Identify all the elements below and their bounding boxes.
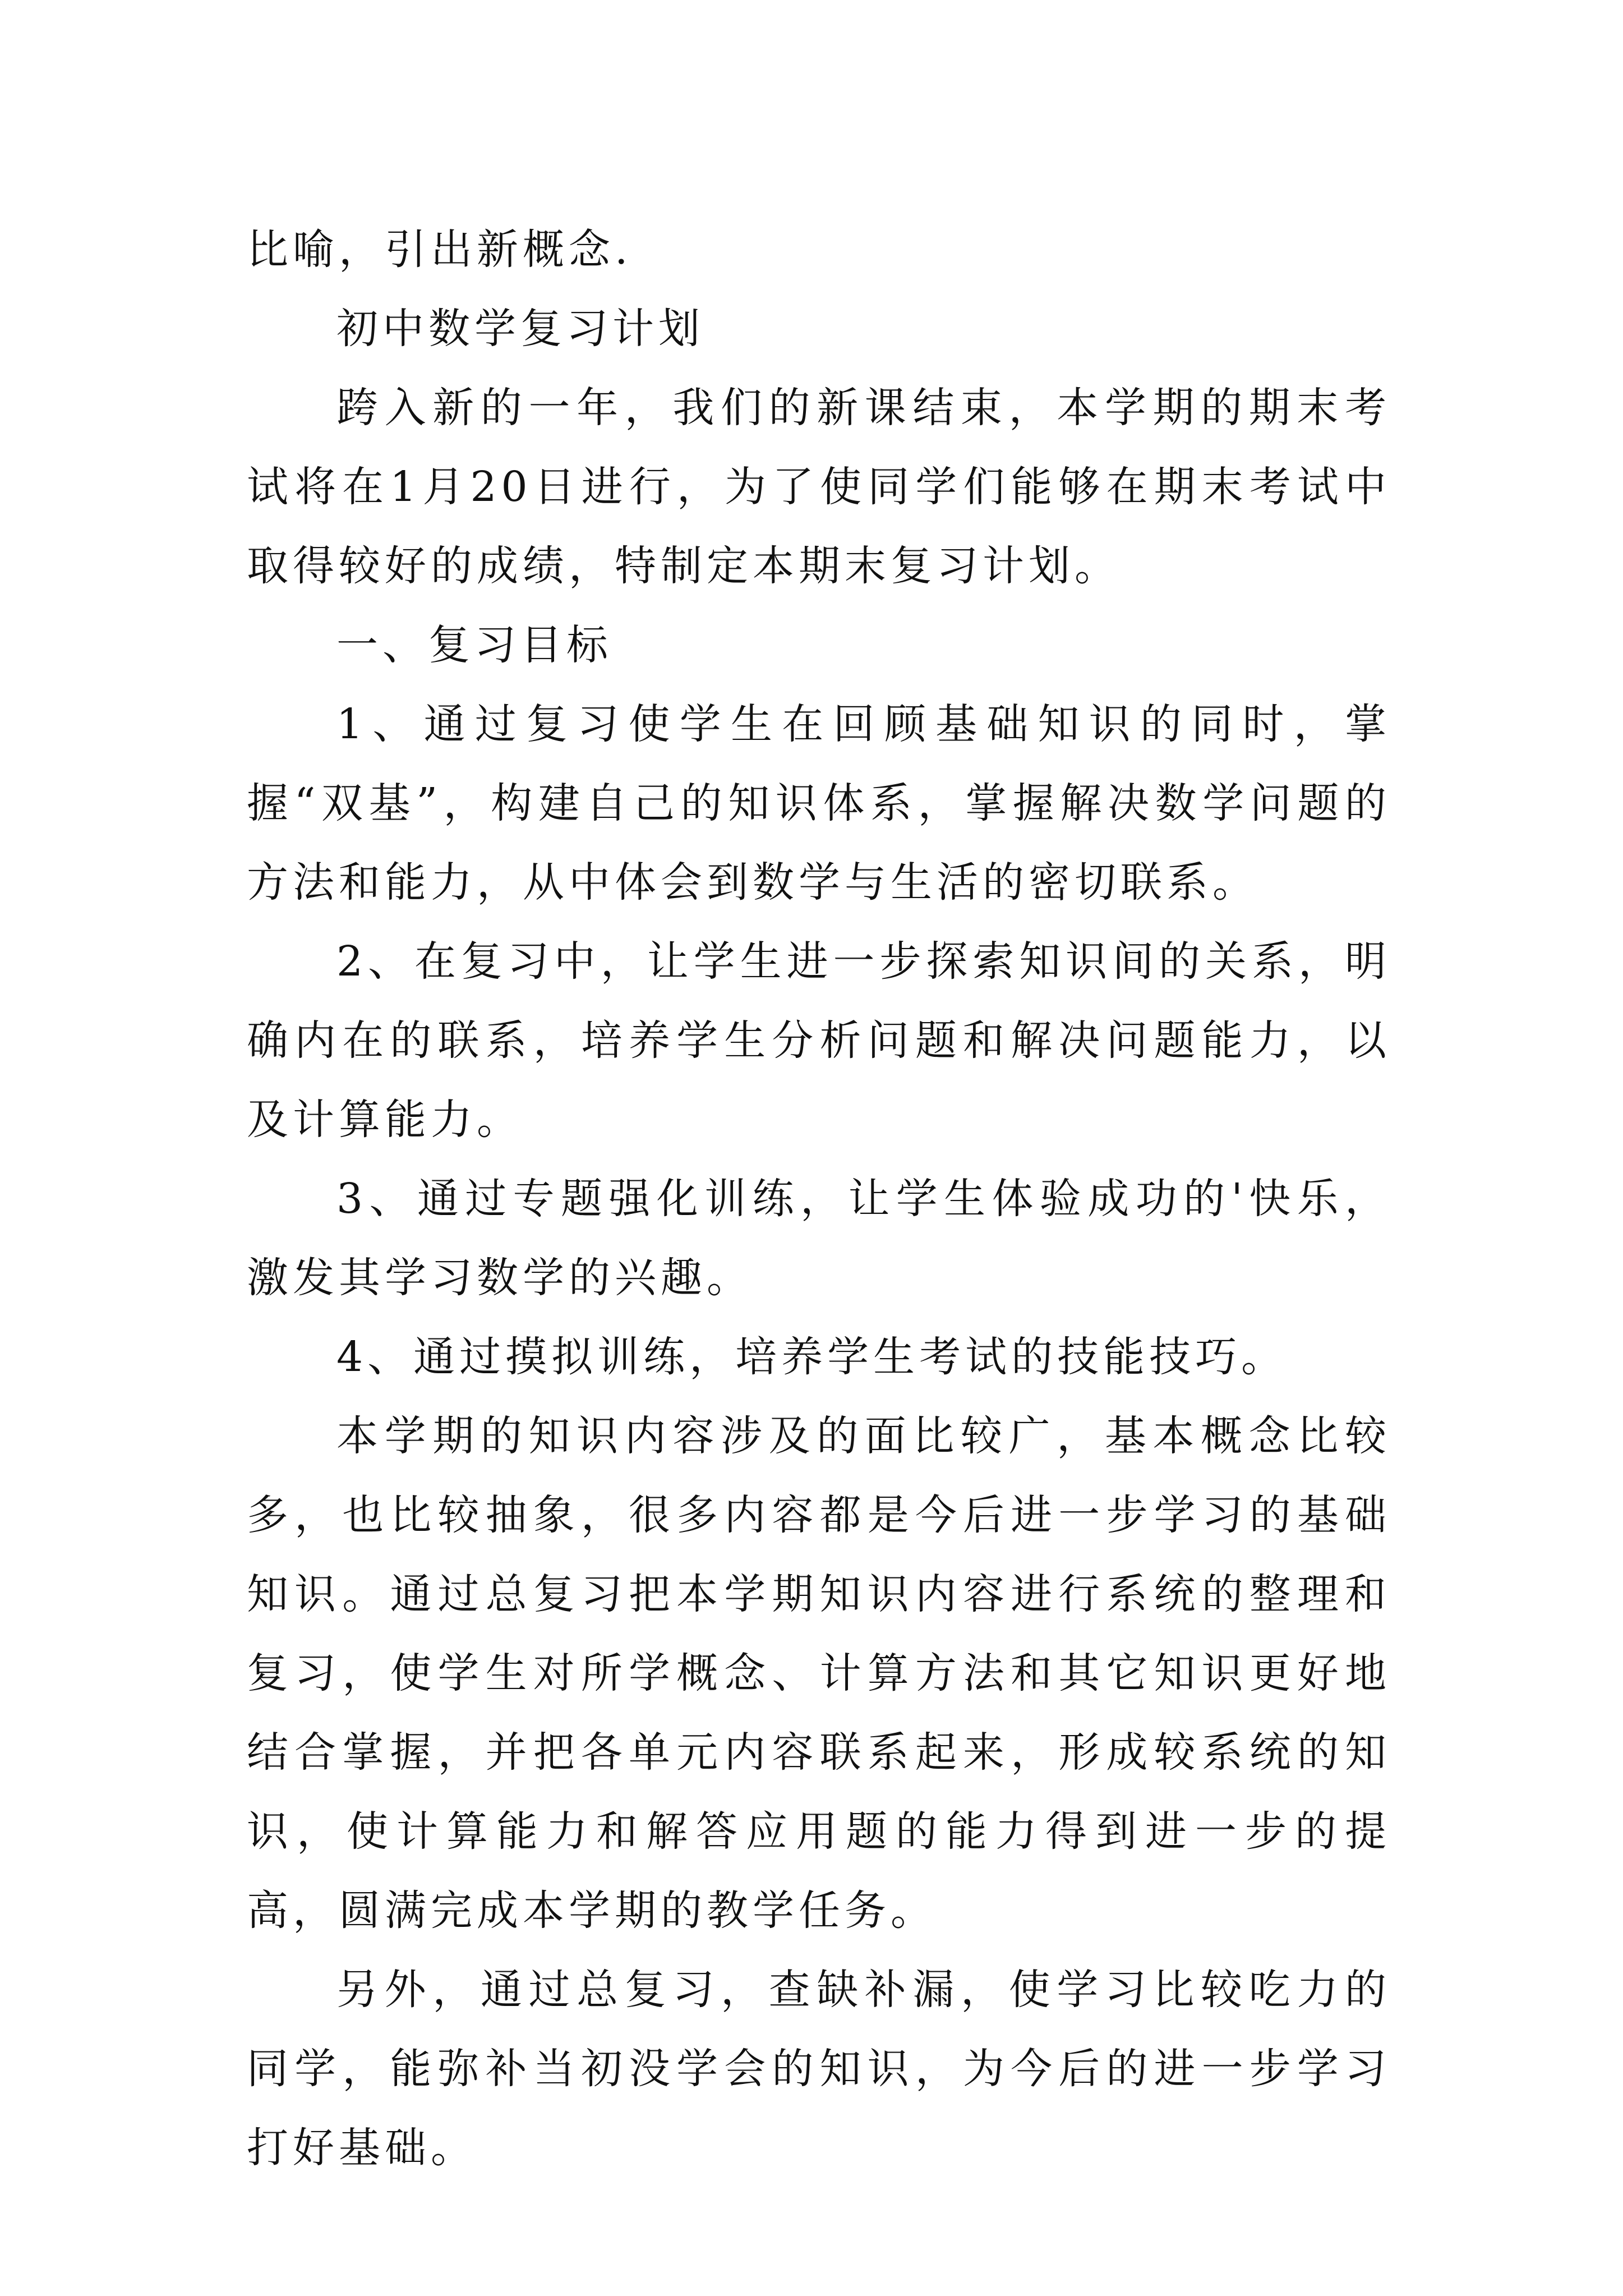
heading-review-goals: 一、复习目标 bbox=[336, 621, 612, 669]
section-title: 初中数学复习计划 bbox=[336, 305, 704, 353]
document-body bbox=[247, 210, 1391, 2188]
paragraph-intro-fragment: 比喻，引出新概念. bbox=[247, 226, 633, 274]
paragraph-additional: 另外，通过总复习，查缺补漏，使学习比较吃力的同学，能弥补当初没学会的知识，为今后的进一步学习打好基础。 bbox=[247, 1966, 1391, 2172]
goal-item-2: 2、在复习中，让学生进一步探索知识间的关系，明确内在的联系，培养学生分析问题和解决问题能力，以及计算能力。 bbox=[247, 937, 1391, 1144]
goal-item-3: 3、通过专题强化训练，让学生体验成功的'快乐，激发其学习数学的兴趣。 bbox=[247, 1175, 1391, 1302]
paragraph-semester-content: 本学期的知识内容涉及的面比较广，基本概念比较多，也比较抽象，很多内容都是今后进一步学习的基础知识。通过总复习把本学期知识内容进行系统的整理和复习，使学生对所学概念、计算方法和其它知识更好地结合掌握，并把各单元内容联系起来，形成较系统的知识，使计算能力和解答应用题的能力得到进一步的提高，圆满完成本学期的教学任务。 bbox=[247, 1412, 1391, 1935]
goal-item-4: 4、通过摸拟训练，培养学生考试的技能技巧。 bbox=[336, 1333, 1288, 1381]
paragraph-introduction: 跨入新的一年，我们的新课结束，本学期的期末考试将在1月20日进行，为了使同学们能够在期末考试中取得较好的成绩，特制定本期末复习计划。 bbox=[247, 384, 1391, 590]
goal-item-1: 1、通过复习使学生在回顾基础知识的同时，掌握“双基”，构建自己的知识体系，掌握解决数学问题的方法和能力，从中体会到数学与生活的密切联系。 bbox=[247, 700, 1391, 907]
